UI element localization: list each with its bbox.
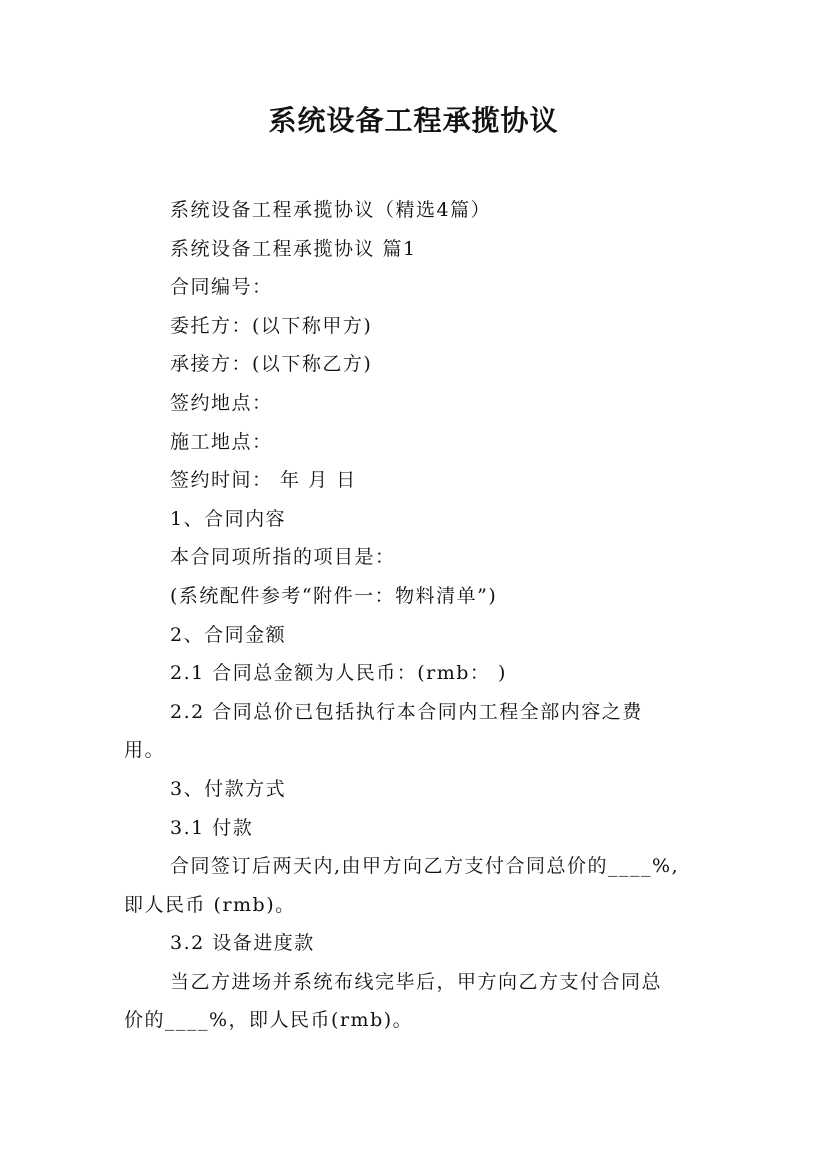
text-line: 签约地点： — [170, 391, 273, 414]
section-heading: 1、合同内容 — [170, 507, 287, 530]
paragraph-line: 2.2 合同总价已包括执行本合同内工程全部内容之费 — [170, 700, 643, 723]
text-line: 承接方：(以下称乙方) — [170, 353, 373, 376]
text-line: 合同编号： — [170, 276, 273, 299]
text-line: 签约时间： 年 月 日 — [170, 469, 357, 492]
text-line: 系统设备工程承揽协议（精选4篇） — [170, 199, 492, 221]
text-line: 2.1 合同总金额为人民币：(rmb： ) — [170, 662, 507, 685]
text-line: (系统配件参考“附件一：物料清单”) — [170, 584, 498, 607]
section-heading: 3、付款方式 — [170, 777, 287, 800]
paragraph-line: 即人民币 (rmb)。 — [124, 893, 296, 916]
document-body — [124, 191, 710, 1040]
text-line: 系统设备工程承揽协议 篇1 — [170, 237, 417, 260]
subsection-heading: 3.2 设备进度款 — [170, 932, 315, 955]
paragraph-line: 用。 — [124, 739, 166, 762]
paragraph-line: 价的____%，即人民币(rmb)。 — [124, 1009, 414, 1032]
paragraph-line: 合同签订后两天内,由甲方向乙方支付合同总价的____%, — [170, 855, 680, 878]
document-title: 系统设备工程承揽协议 — [268, 104, 559, 137]
text-line: 本合同项所指的项目是： — [170, 546, 396, 569]
text-line: 委托方：(以下称甲方) — [170, 314, 373, 337]
paragraph-line: 当乙方进场并系统布线完毕后，甲方向乙方支付合同总 — [170, 970, 663, 993]
subsection-heading: 3.1 付款 — [170, 816, 254, 839]
text-line: 施工地点： — [170, 430, 273, 453]
section-heading: 2、合同金额 — [170, 623, 287, 646]
